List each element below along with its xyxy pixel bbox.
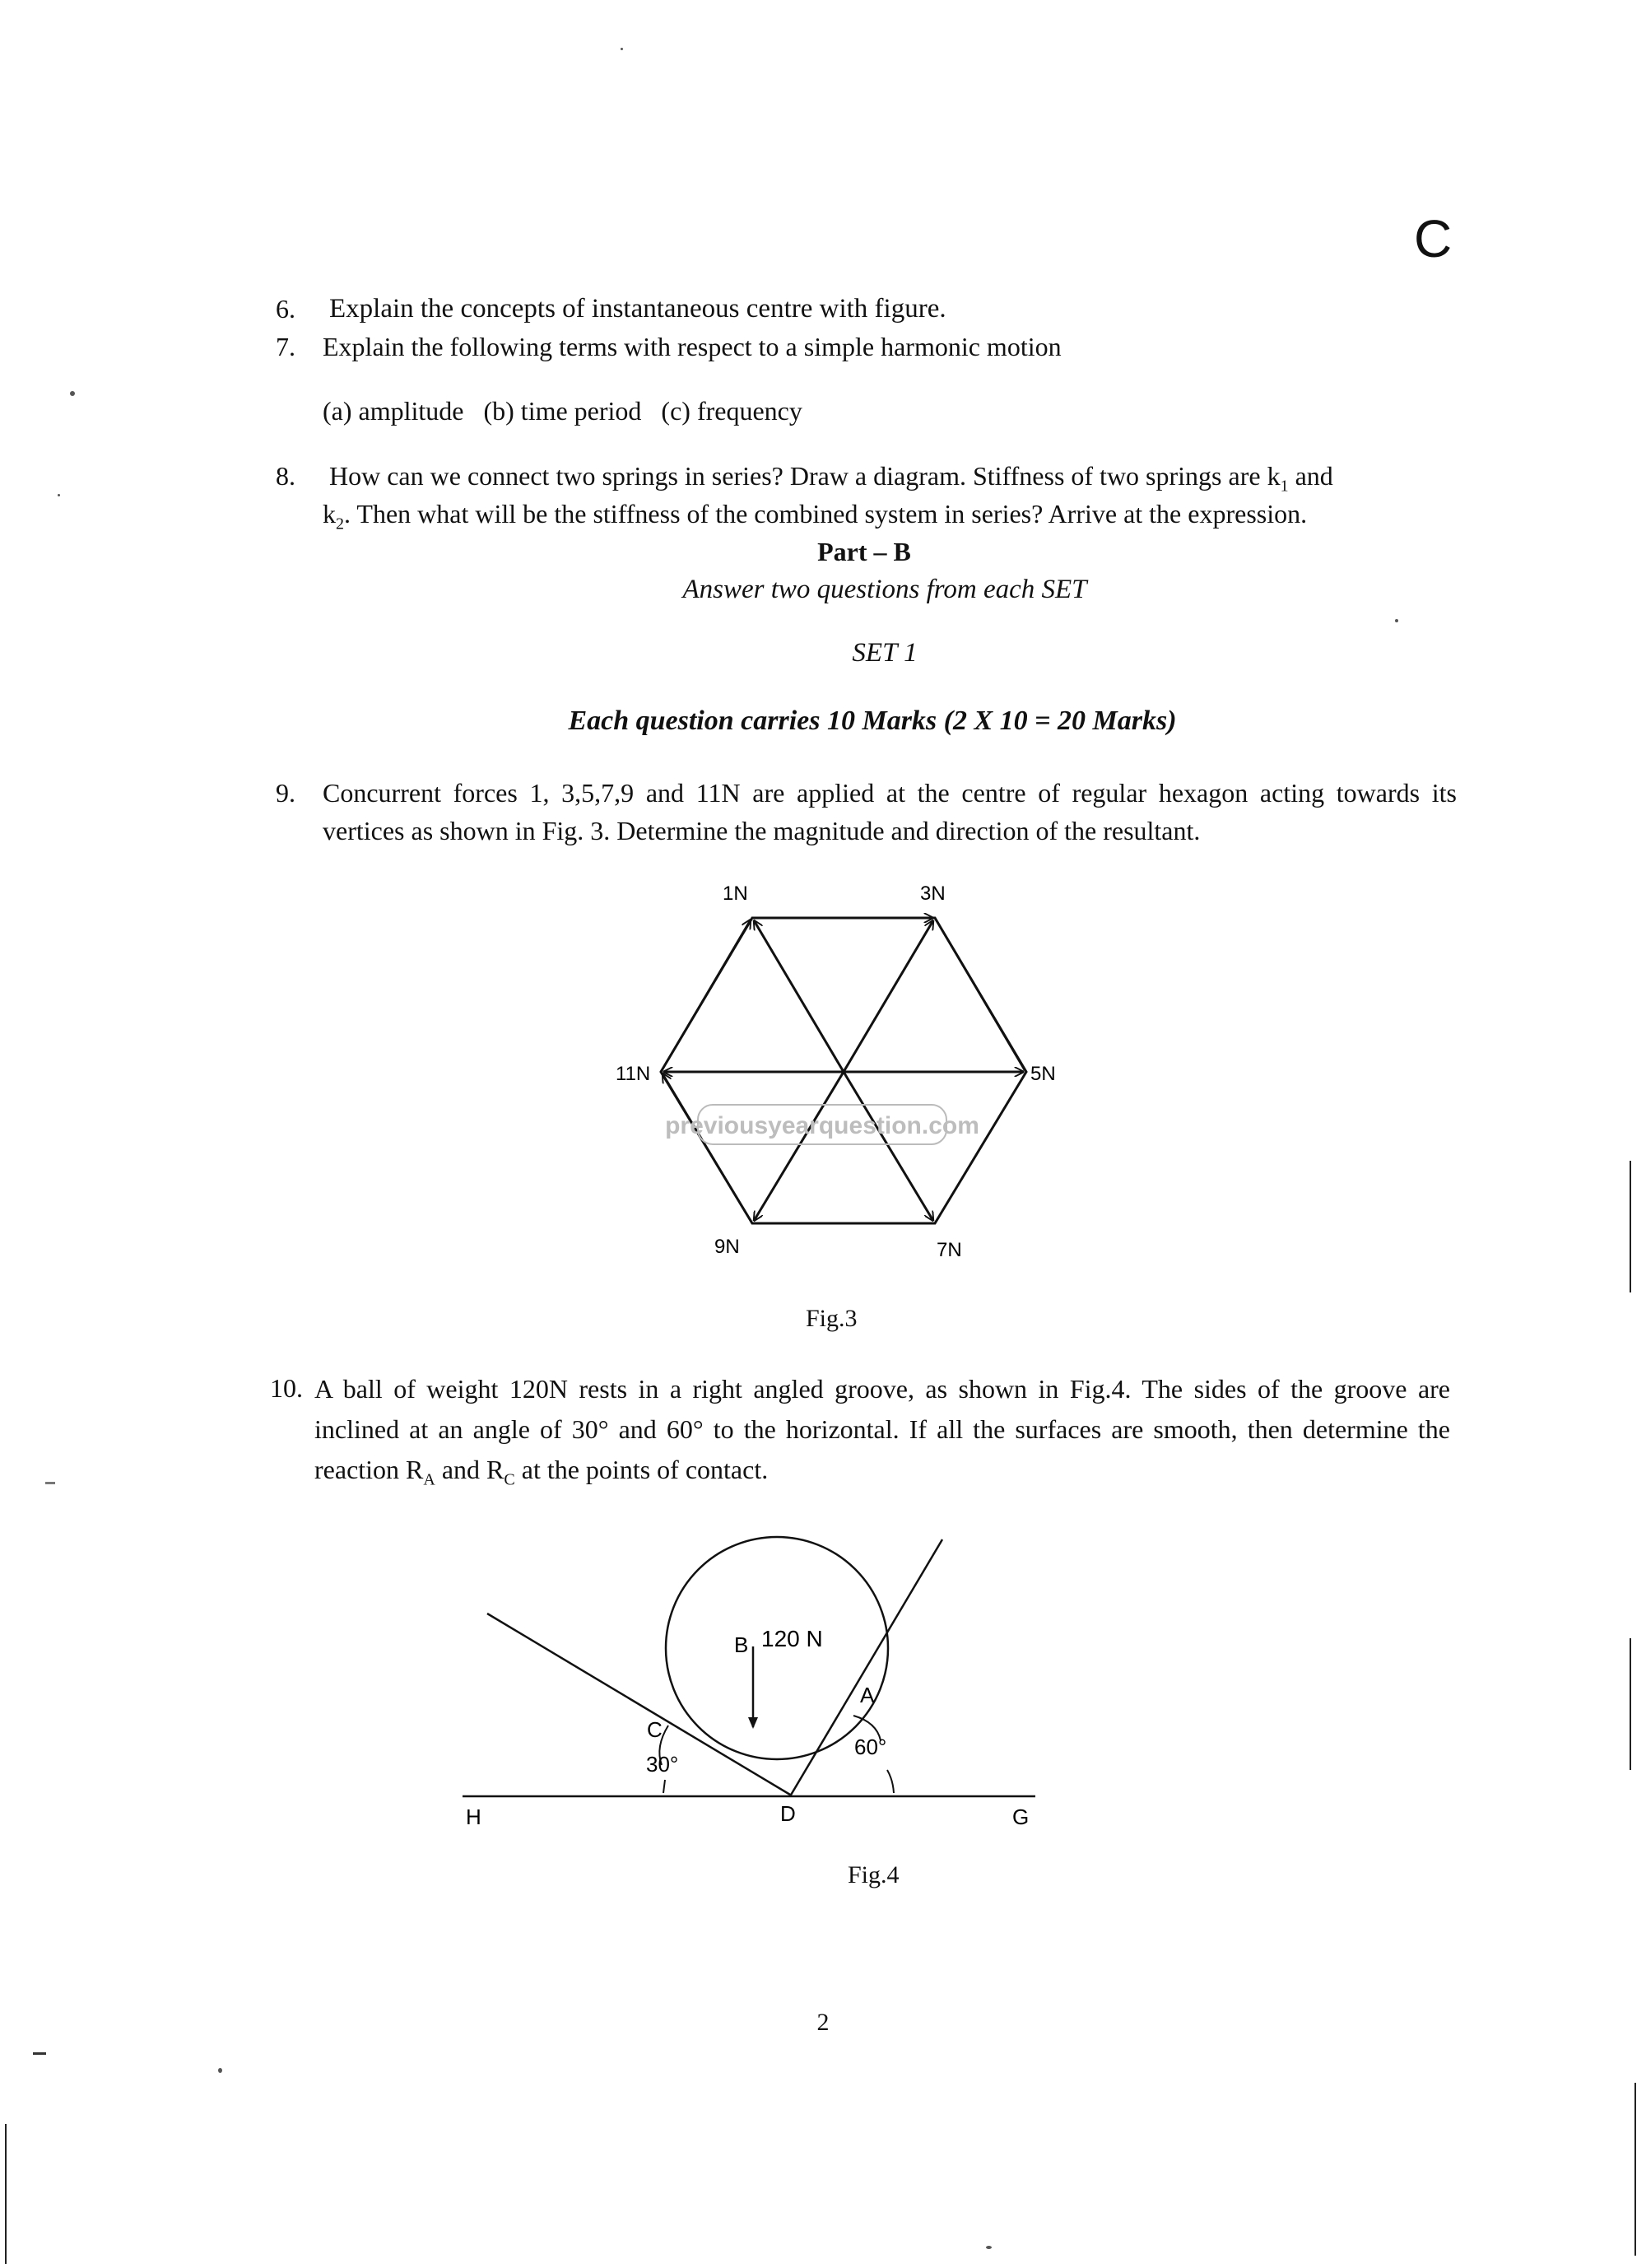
- scan-edge-line: [1630, 1638, 1631, 1770]
- label-11n: 11N: [616, 1063, 651, 1085]
- question-8-line2-start: k: [323, 499, 336, 529]
- question-7-text: Explain the following terms with respect to a simple harmonic motion: [323, 332, 1062, 361]
- question-8-k2-subscript: 2: [336, 515, 344, 533]
- angle-tick-30: [663, 1780, 665, 1793]
- label-h: H: [466, 1805, 481, 1829]
- label-g: G: [1012, 1805, 1030, 1829]
- label-9n: 9N: [714, 1236, 740, 1258]
- label-1n: 1N: [723, 883, 748, 905]
- label-d: D: [780, 1801, 796, 1826]
- force-arrow-1n: [754, 920, 844, 1072]
- scan-speck: [70, 391, 75, 396]
- ball-groove-figure: [444, 1531, 1070, 1836]
- question-7-subitems: (a) amplitude (b) time period (c) frequency: [323, 396, 802, 426]
- scan-speck: [986, 2246, 992, 2249]
- question-10-text-end: at the points of contact.: [514, 1455, 769, 1484]
- force-arrow-9n: [754, 1072, 844, 1221]
- part-b-instruction: Answer two questions from each SET: [682, 575, 1087, 604]
- scan-mark: [33, 2052, 46, 2055]
- question-8-line1-text: How can we connect two springs in series? Draw a diagram. Stiffness of two springs are k: [329, 461, 1281, 491]
- angle-arc-60-bottom: [887, 1770, 894, 1793]
- question-9-text: Concurrent forces 1, 3,5,7,9 and 11N are applied at the centre of regular hexagon acting towards its vertices as shown in Fig. 3. Determine the magnitude and direction of the resultant.: [323, 778, 1457, 845]
- edge-arrow-to-1n: [661, 920, 751, 1072]
- force-arrow-3n: [844, 920, 933, 1072]
- question-6-text: Explain the concepts of instantaneous centre with figure.: [329, 294, 946, 324]
- label-120n: 120 N: [761, 1626, 823, 1651]
- scan-speck: [1395, 619, 1398, 622]
- label-7n: 7N: [937, 1239, 962, 1261]
- figure-4-caption: Fig.4: [848, 1861, 900, 1888]
- label-b: B: [734, 1632, 749, 1657]
- question-7-number: 7.: [276, 332, 295, 361]
- label-c: C: [647, 1717, 663, 1742]
- scan-speck: [218, 2068, 222, 2073]
- question-8-number: 8.: [276, 461, 295, 491]
- set-code: C: [1414, 209, 1453, 268]
- question-10-text-and: and R: [435, 1455, 504, 1484]
- question-9-number: 9.: [276, 778, 295, 808]
- label-5n: 5N: [1030, 1063, 1056, 1085]
- question-8-line2-end: . Then what will be the stiffness of the combined system in series? Arrive at the expression.: [344, 499, 1308, 529]
- scan-speck: [58, 494, 60, 496]
- edge-3n-5n: [935, 918, 1025, 1070]
- edge-arrow-to-11n: [663, 1073, 752, 1223]
- question-8-k1-subscript: 1: [1280, 477, 1289, 496]
- label-3n: 3N: [920, 883, 946, 905]
- hexagon-force-figure: [576, 873, 1070, 1268]
- scan-mark: [45, 1482, 55, 1484]
- marks-note: Each question carries 10 Marks (2 X 10 = 20 Marks): [568, 706, 1177, 736]
- scan-edge-line: [1630, 1161, 1631, 1292]
- part-b-title: Part – B: [817, 537, 911, 566]
- force-arrow-7n: [844, 1072, 933, 1221]
- set-1-title: SET 1: [852, 638, 918, 668]
- scan-edge-line: [5, 2124, 7, 2264]
- weight-arrow-head: [748, 1717, 758, 1729]
- page-number: 2: [816, 2009, 830, 2036]
- label-30-degree: 30°: [646, 1752, 679, 1777]
- edge-dot: [935, 1222, 936, 1223]
- question-8-line1-end: and: [1288, 461, 1333, 491]
- question-10-ra-subscript: A: [423, 1470, 435, 1489]
- question-10-number: 10.: [270, 1373, 303, 1403]
- question-10-text-main: A ball of weight 120N rests in a right angled groove, as shown in Fig.4. The sides of the groove are inclined at an angle of 30° and 60° to the horizontal. If all the surfaces are smooth, then determine the reaction R: [314, 1374, 1450, 1484]
- label-a: A: [860, 1683, 875, 1707]
- watermark-text: previousyearquestion.com: [665, 1112, 979, 1139]
- label-60-degree: 60°: [854, 1735, 887, 1759]
- figure-3-caption: Fig.3: [806, 1305, 858, 1332]
- question-10-rc-subscript: C: [504, 1470, 515, 1489]
- question-6-number: 6.: [276, 294, 295, 324]
- question-10-text: [314, 1369, 1450, 1500]
- scan-speck: [621, 48, 623, 50]
- scan-edge-line: [1634, 2083, 1636, 2256]
